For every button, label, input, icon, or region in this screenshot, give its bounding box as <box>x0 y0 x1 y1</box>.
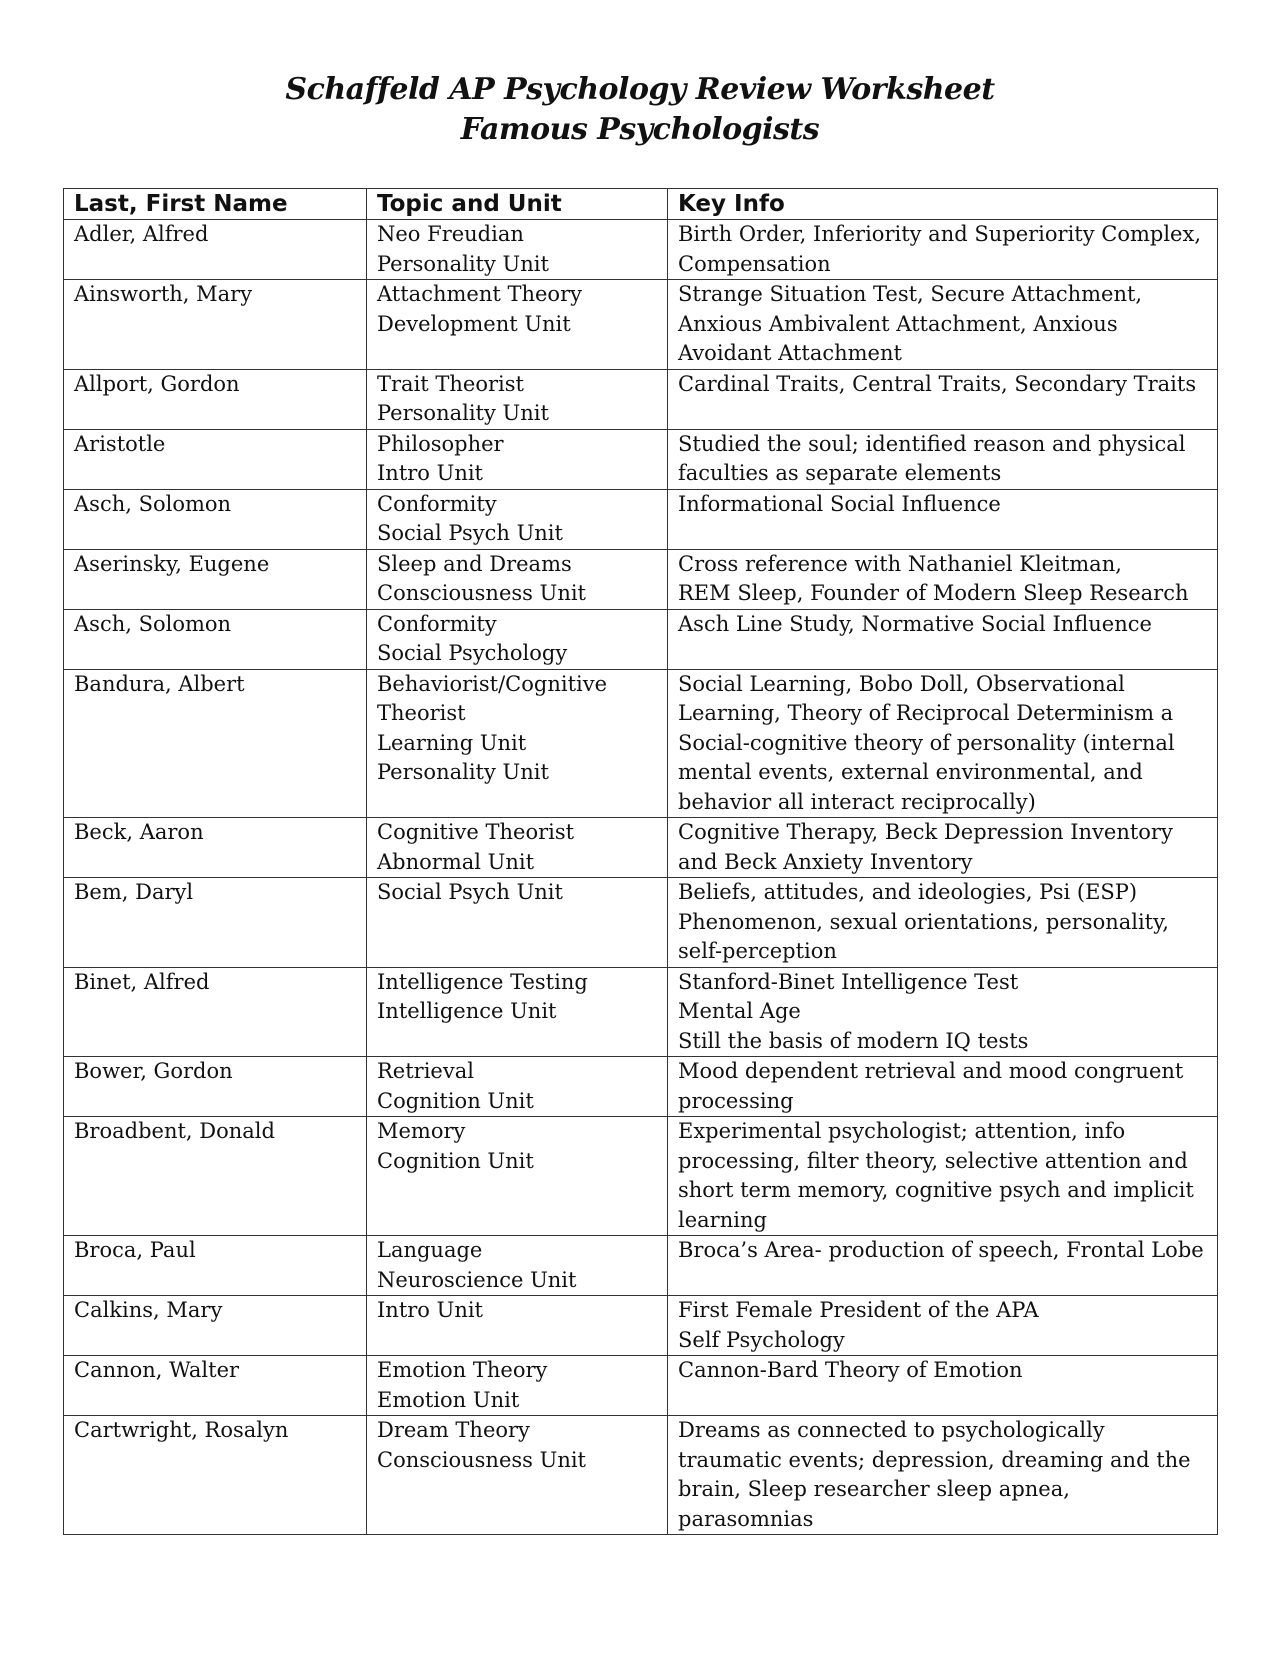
table-row <box>64 1057 1218 1117</box>
table-row <box>64 549 1218 609</box>
cell-key-info: Cross reference with Nathaniel Kleitman, REM Sleep, Founder of Modern Sleep Research <box>668 549 1218 609</box>
cell-key-info: Broca’s Area- production of speech, Frontal Lobe <box>668 1236 1218 1296</box>
cell-name: Calkins, Mary <box>64 1296 367 1356</box>
cell-name: Bower, Gordon <box>64 1057 367 1117</box>
worksheet-title: Schaffeld AP Psychology Review Worksheet <box>285 72 995 107</box>
cell-name: Cannon, Walter <box>64 1356 367 1416</box>
cell-key-info: Studied the soul; identified reason and physical faculties as separate elements <box>668 429 1218 489</box>
cell-name: Aristotle <box>64 429 367 489</box>
cell-key-info: Cannon-Bard Theory of Emotion <box>668 1356 1218 1416</box>
cell-key-info: Stanford-Binet Intelligence Test Mental Age Still the basis of modern IQ tests <box>668 967 1218 1057</box>
cell-key-info: Informational Social Influence <box>668 489 1218 549</box>
column-header-name: Last, First Name <box>64 189 367 220</box>
cell-name: Allport, Gordon <box>64 369 367 429</box>
cell-topic: Dream Theory Consciousness Unit <box>367 1416 668 1535</box>
cell-topic: Sleep and Dreams Consciousness Unit <box>367 549 668 609</box>
cell-key-info: Social Learning, Bobo Doll, Observational Learning, Theory of Reciprocal Determinism a Social-cognitive theory of personality (internal mental events, external environmental, and behavior all interact reciprocally) <box>668 669 1218 818</box>
cell-name: Bem, Daryl <box>64 878 367 968</box>
table-row <box>64 609 1218 669</box>
worksheet-heading <box>0 70 1280 150</box>
cell-name: Cartwright, Rosalyn <box>64 1416 367 1535</box>
table-row <box>64 878 1218 968</box>
table-header-row <box>64 189 1218 220</box>
table-row <box>64 369 1218 429</box>
cell-topic: Neo Freudian Personality Unit <box>367 220 668 280</box>
table-row <box>64 1356 1218 1416</box>
cell-name: Adler, Alfred <box>64 220 367 280</box>
cell-topic: Retrieval Cognition Unit <box>367 1057 668 1117</box>
cell-key-info: Asch Line Study, Normative Social Influence <box>668 609 1218 669</box>
table-row <box>64 220 1218 280</box>
cell-name: Asch, Solomon <box>64 489 367 549</box>
table-row <box>64 489 1218 549</box>
table-row <box>64 1296 1218 1356</box>
table-row <box>64 967 1218 1057</box>
cell-topic: Attachment Theory Development Unit <box>367 280 668 370</box>
cell-topic: Philosopher Intro Unit <box>367 429 668 489</box>
cell-key-info: Birth Order, Inferiority and Superiority Complex, Compensation <box>668 220 1218 280</box>
cell-key-info: Strange Situation Test, Secure Attachment, Anxious Ambivalent Attachment, Anxious Avoidant Attachment <box>668 280 1218 370</box>
cell-key-info: Dreams as connected to psychologically traumatic events; depression, dreaming and the brain, Sleep researcher sleep apnea, parasomnias <box>668 1416 1218 1535</box>
cell-name: Bandura, Albert <box>64 669 367 818</box>
worksheet-subtitle: Famous Psychologists <box>460 112 820 147</box>
cell-topic: Cognitive Theorist Abnormal Unit <box>367 818 668 878</box>
psychologists-table <box>63 188 1218 1535</box>
table-row <box>64 1236 1218 1296</box>
table-row <box>64 429 1218 489</box>
cell-topic: Conformity Social Psychology <box>367 609 668 669</box>
cell-key-info: Mood dependent retrieval and mood congruent processing <box>668 1057 1218 1117</box>
cell-name: Beck, Aaron <box>64 818 367 878</box>
column-header-key-info: Key Info <box>668 189 1218 220</box>
cell-key-info: Beliefs, attitudes, and ideologies, Psi (ESP) Phenomenon, sexual orientations, personality, self-perception <box>668 878 1218 968</box>
cell-topic: Social Psych Unit <box>367 878 668 968</box>
table-body <box>64 220 1218 1535</box>
cell-key-info: Cognitive Therapy, Beck Depression Inventory and Beck Anxiety Inventory <box>668 818 1218 878</box>
cell-key-info: Cardinal Traits, Central Traits, Secondary Traits <box>668 369 1218 429</box>
cell-topic: Behaviorist/Cognitive Theorist Learning Unit Personality Unit <box>367 669 668 818</box>
cell-name: Broca, Paul <box>64 1236 367 1296</box>
table-row <box>64 1416 1218 1535</box>
cell-key-info: First Female President of the APA Self Psychology <box>668 1296 1218 1356</box>
table-row <box>64 1117 1218 1236</box>
cell-topic: Language Neuroscience Unit <box>367 1236 668 1296</box>
cell-topic: Trait Theorist Personality Unit <box>367 369 668 429</box>
cell-name: Broadbent, Donald <box>64 1117 367 1236</box>
cell-name: Ainsworth, Mary <box>64 280 367 370</box>
cell-name: Binet, Alfred <box>64 967 367 1057</box>
cell-topic: Intelligence Testing Intelligence Unit <box>367 967 668 1057</box>
table-row <box>64 669 1218 818</box>
cell-key-info: Experimental psychologist; attention, info processing, filter theory, selective attention and short term memory, cognitive psych and implicit learning <box>668 1117 1218 1236</box>
cell-name: Asch, Solomon <box>64 609 367 669</box>
cell-topic: Emotion Theory Emotion Unit <box>367 1356 668 1416</box>
column-header-topic: Topic and Unit <box>367 189 668 220</box>
cell-topic: Intro Unit <box>367 1296 668 1356</box>
cell-topic: Conformity Social Psych Unit <box>367 489 668 549</box>
table-row <box>64 280 1218 370</box>
cell-topic: Memory Cognition Unit <box>367 1117 668 1236</box>
table-row <box>64 818 1218 878</box>
cell-name: Aserinsky, Eugene <box>64 549 367 609</box>
